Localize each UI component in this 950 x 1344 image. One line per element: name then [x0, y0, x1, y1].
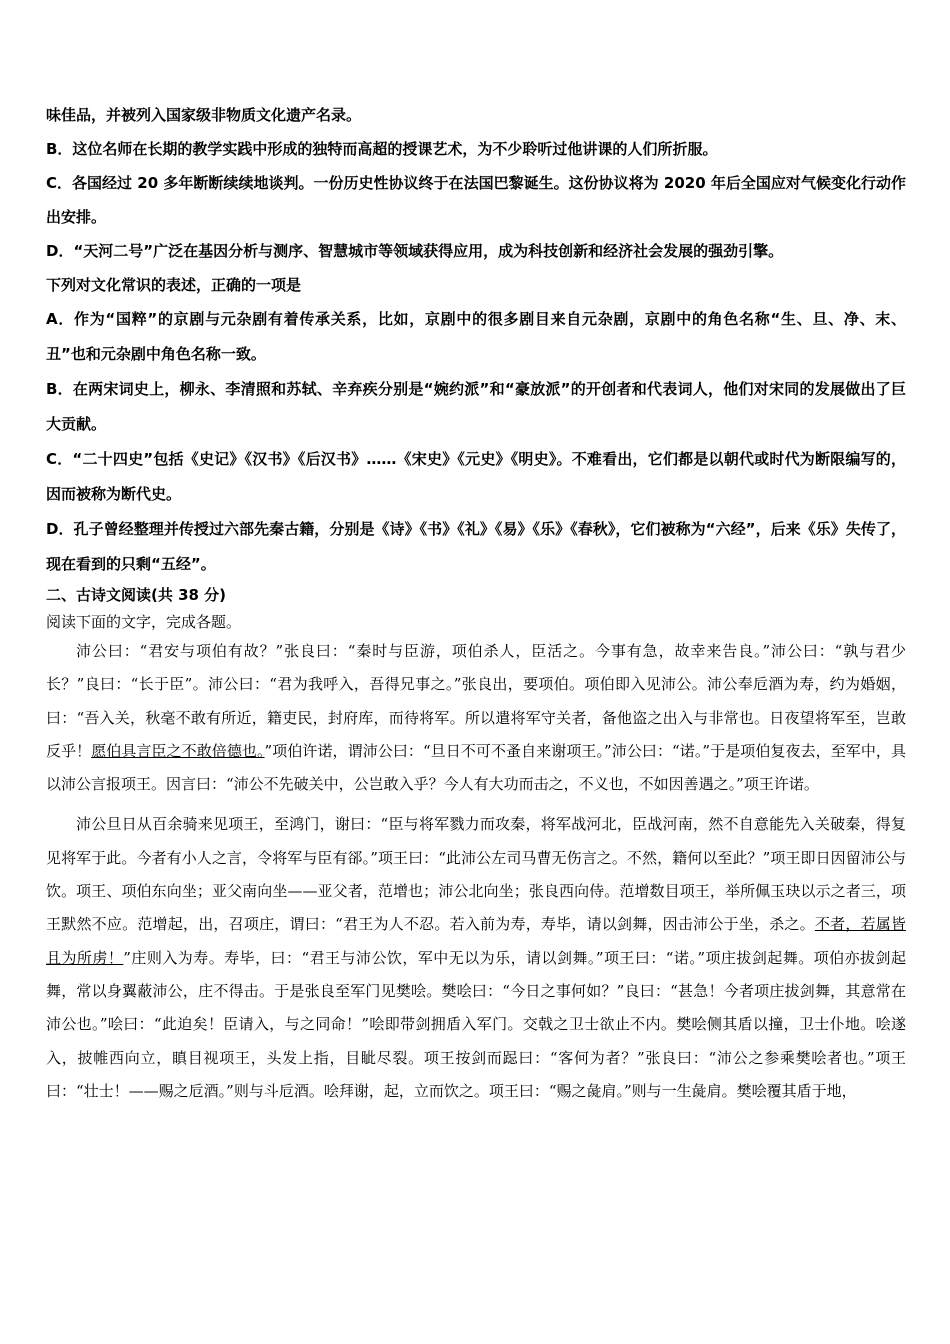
- option-a: A．作为“国粹”的京剧与元杂剧有着传承关系，比如，京剧中的很多剧目来自元杂剧，京剧中的角色名称“生、旦、净、末、丑”也和元杂剧中角色名称一致。: [46, 310, 906, 363]
- question-stem: 下列对文化常识的表述，正确的一项是: [46, 276, 302, 294]
- prev-option-d: D．“天河二号”广泛在基因分析与测序、智慧城市等领域获得应用，成为科技创新和经济社会发展的强劲引擎。: [46, 242, 784, 260]
- underlined-sentence: 愿伯具言臣之不敢倍德也。: [91, 741, 265, 760]
- option-c: C．“二十四史”包括《史记》《汉书》《后汉书》……《宋史》《元史》《明史》。不难看出，它们都是以朝代或时代为断限编写的，因而被称为断代史。: [46, 450, 906, 503]
- section-title: 二、古诗文阅读(共 38 分): [46, 586, 227, 604]
- underlined-sentence: 不者，若属皆且为所虏！: [46, 915, 906, 967]
- section-instruction: 阅读下面的文字，完成各题。: [46, 613, 242, 631]
- passage-text: ”项伯许诺，谓沛公曰：“旦日不可不蚤自来谢项王。”沛公曰：“诺。”于是项伯复夜去，至军中，具以沛公言报项王。因言曰：“沛公不先破关中，公岂敢入乎？今人有大功而击之，不义也，不如因善遇之。”项王许诺。: [46, 741, 906, 794]
- passage-text: ”庄则入为寿。寿毕，曰：“君王与沛公饮，军中无以为乐，请以剑舞。”项王曰：“诺。”项庄拔剑起舞。项伯亦拔剑起舞，常以身翼蔽沛公，庄不得击。于是张良至军门见樊哙。樊哙曰：“今日之事何如？”良曰：“甚急！今者项庄拔剑舞，其意常在沛公也。”哙曰：“此迫矣！臣请入，与之同命！”哙即带剑拥盾入军门。交戟之卫士欲止不内。樊哙侧其盾以撞，卫士仆地。哙遂入，披帷西向立，瞋目视项王，头发上指，目眦尽裂。项王按剑而跽曰：“客何为者？”张良曰：“沛公之参乘樊哙者也。”项王曰：“壮士！——赐之卮酒。”则与斗卮酒。哙拜谢，起，立而饮之。项王曰：“赐之彘肩。”则与一生彘肩。樊哙覆其盾于地，: [46, 948, 906, 1100]
- passage-text: 沛公曰：“君安与项伯有故？”张良曰：“秦时与臣游，项伯杀人，臣活之。今事有急，故幸来告良。”沛公曰：“孰与君少长？”良曰：“长于臣”。沛公曰：“君为我呼入，吾得兄事之。”张良出，要项伯。项伯即入见沛公。沛公奉卮酒为寿，约为婚姻，曰：“吾入关，秋毫不敢有所近，籍吏民，封府库，而待将军。所以遣将军守关者，备他盗之出入与非常也。日夜望将军至，岂敢反乎！: [46, 642, 906, 760]
- exam-page: [46, 98, 906, 1108]
- prev-question-continuation: 味佳品，并被列入国家级非物质文化遗产名录。: [46, 106, 362, 124]
- prev-option-b: B．这位名师在长期的教学实践中形成的独特而高超的授课艺术，为不少聆听过他讲课的人们所折服。: [46, 140, 718, 158]
- passage-paragraph-2: [46, 808, 906, 1108]
- option-b: B．在两宋词史上，柳永、李清照和苏轼、辛弃疾分别是“婉约派”和“豪放派”的开创者和代表词人，他们对宋同的发展做出了巨大贡献。: [46, 380, 906, 433]
- passage-text: 沛公旦日从百余骑来见项王，至鸿门，谢曰：“臣与将军戮力而攻秦，将军战河北，臣战河南，然不自意能先入关破秦，得复见将军于此。今者有小人之言，令将军与臣有郤。”项王曰：“此沛公左司马曹无伤言之。不然，籍何以至此？”项王即日因留沛公与饮。项王、项伯东向坐；亚父南向坐——亚父者，范增也；沛公北向坐；张良西向侍。范增数目项王，举所佩玉玦以示之者三，项王默然不应。范增起，出，召项庄，谓曰：“君王为人不忍。若入前为寿，寿毕，请以剑舞，因击沛公于坐，杀之。: [46, 815, 906, 934]
- option-d: D．孔子曾经整理并传授过六部先秦古籍，分别是《诗》《书》《礼》《易》《乐》《春秋》，它们被称为“六经”，后来《乐》失传了，现在看到的只剩“五经”。: [46, 520, 906, 573]
- prev-option-c: C．各国经过 20 多年断断续续地谈判。一份历史性协议终于在法国巴黎诞生。这份协议将为 2020 年后全国应对气候变化行动作出安排。: [46, 174, 906, 226]
- passage-paragraph-1: [46, 635, 906, 801]
